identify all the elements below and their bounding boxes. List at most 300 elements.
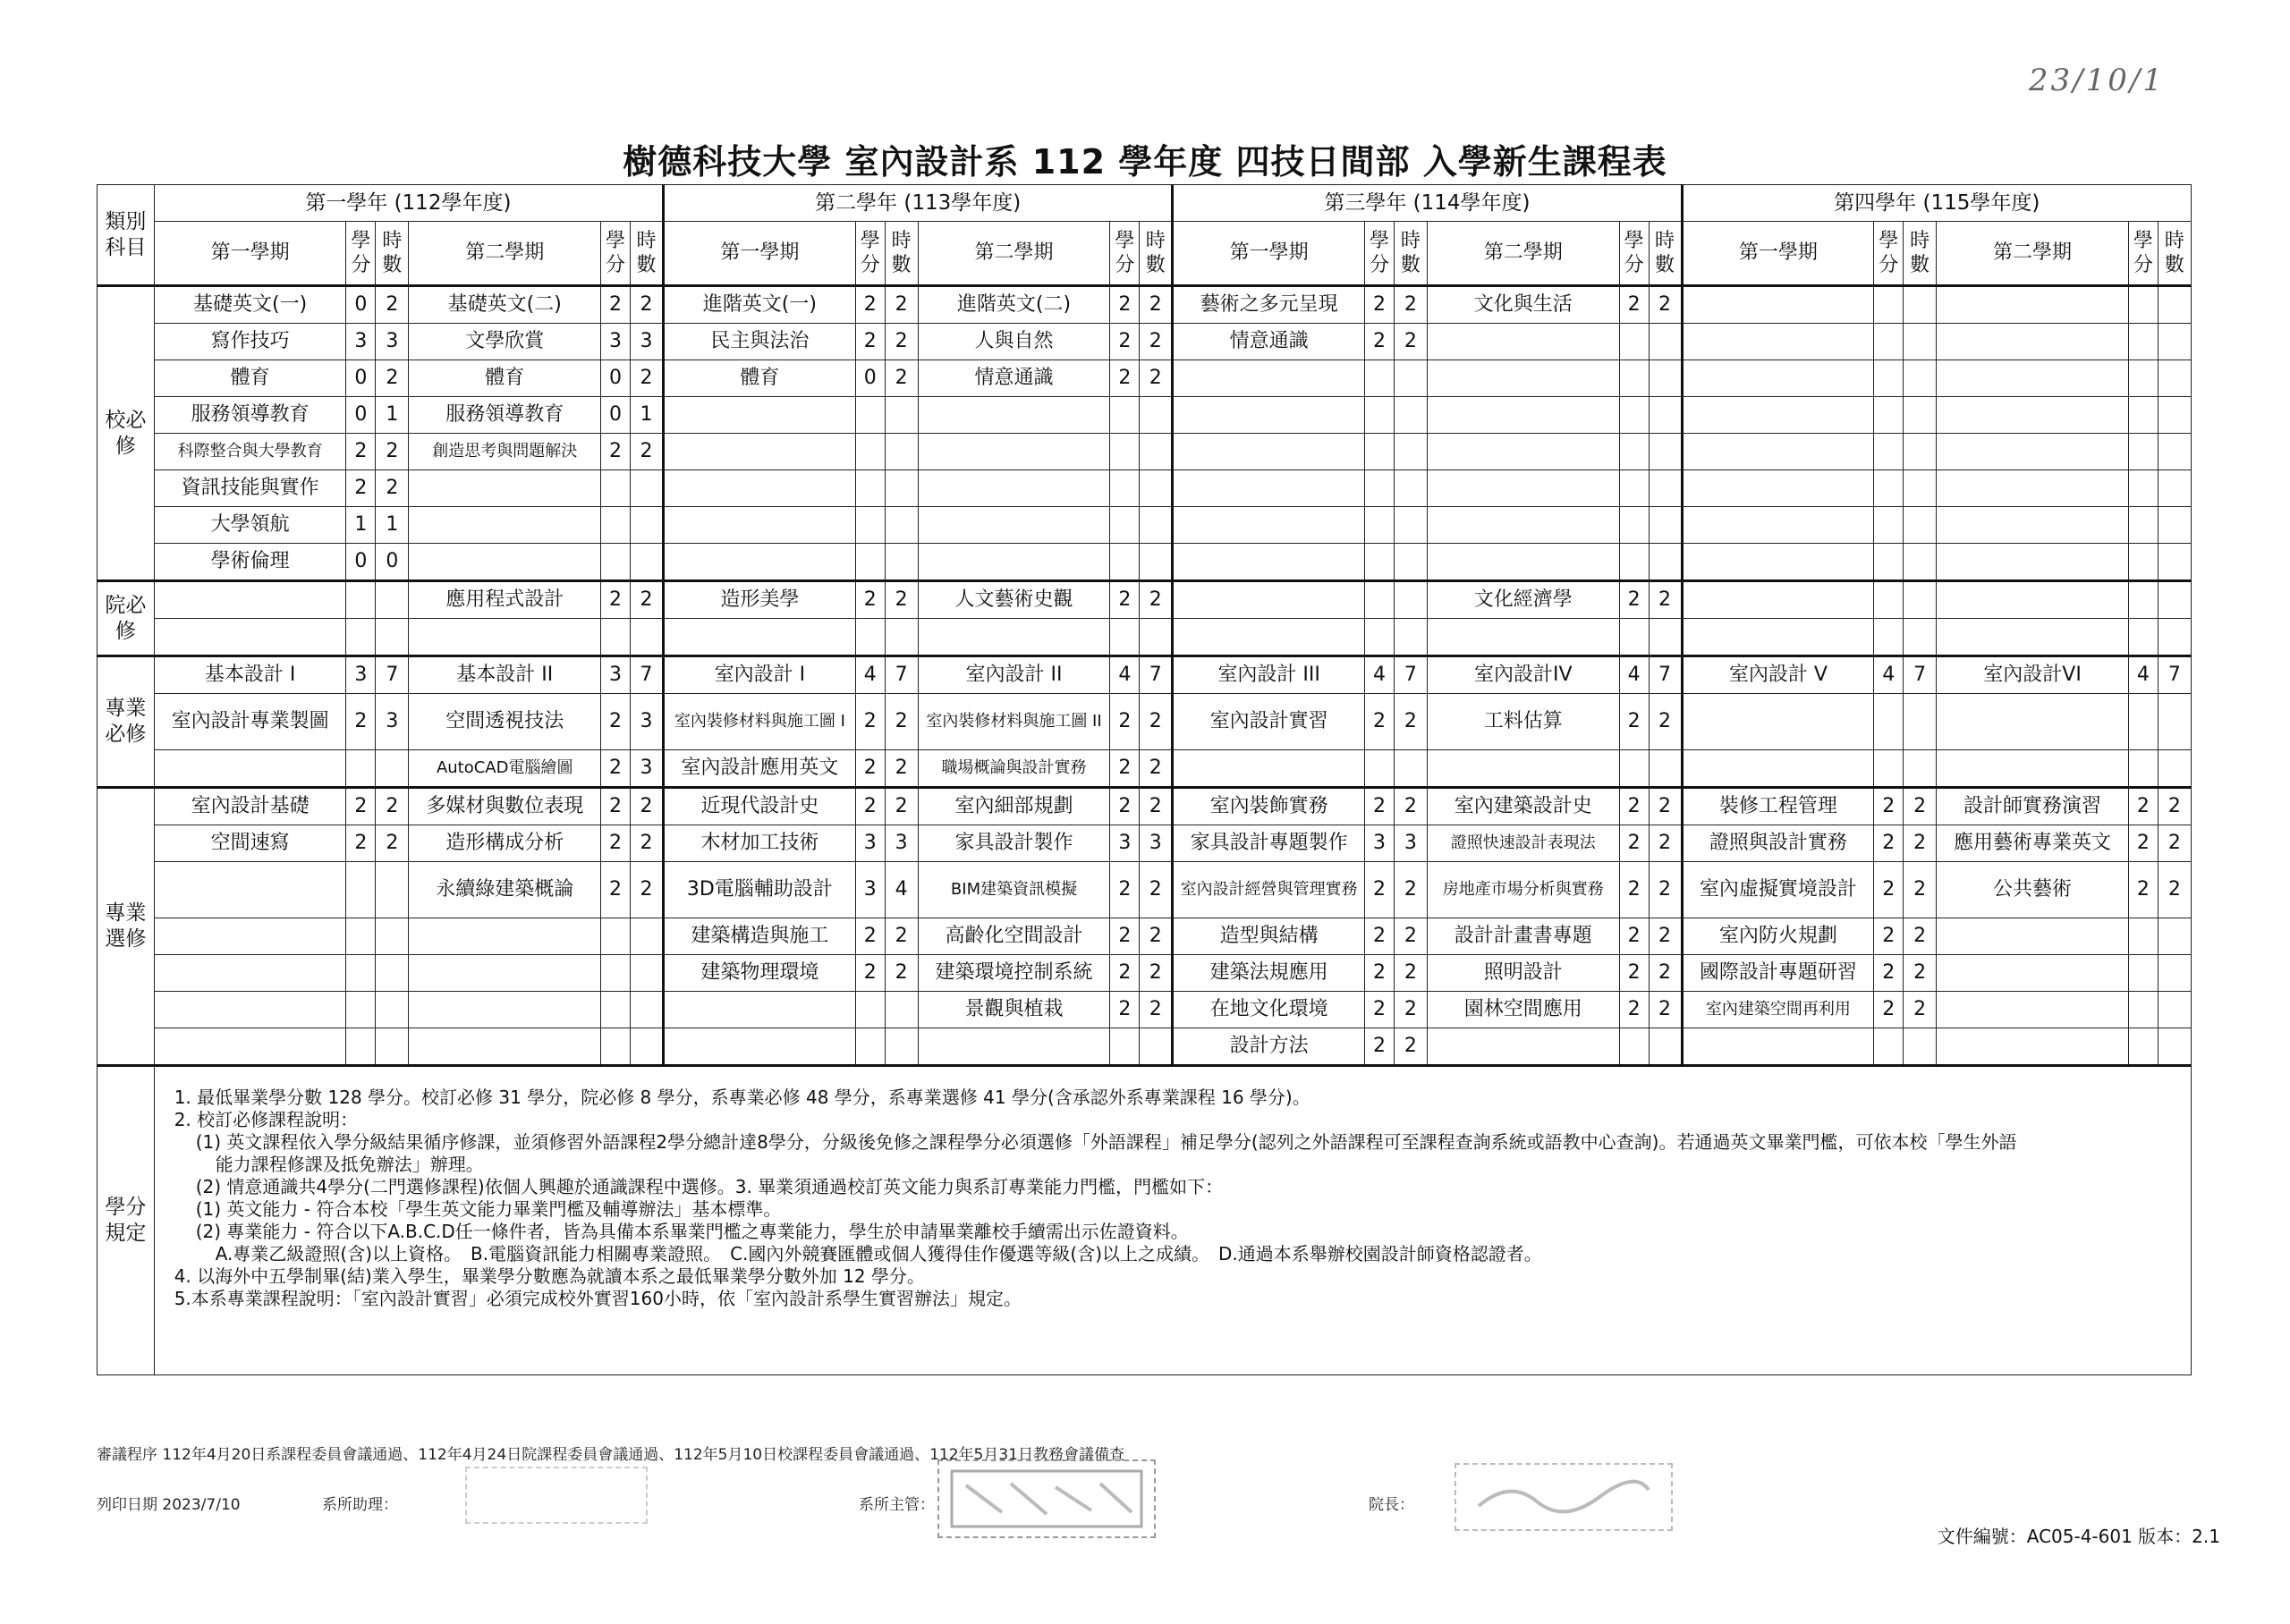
course-name: 室內建築空間再利用 (1682, 992, 1874, 1028)
course-credits: 2 (346, 694, 376, 750)
course-hours (1904, 470, 1937, 507)
course-hours: 2 (1904, 862, 1937, 918)
course-hours: 2 (630, 862, 663, 918)
course-credits (2128, 750, 2158, 788)
course-hours: 2 (376, 825, 409, 862)
course-hours (630, 992, 663, 1028)
course-credits: 2 (1110, 918, 1140, 955)
course-name (1682, 286, 1874, 324)
course-hours (885, 619, 918, 656)
course-name (1682, 581, 1874, 619)
course-name (1173, 544, 1365, 581)
year-2-header: 第二學年 (113學年度) (664, 185, 1173, 222)
course-name: 室內防火規劃 (1682, 918, 1874, 955)
course-credits: 2 (601, 581, 631, 619)
course-credits (1365, 397, 1395, 434)
course-credits (1874, 324, 1904, 360)
course-hours (2158, 470, 2191, 507)
course-name (1682, 694, 1874, 750)
credit-header: 學 分 (2128, 222, 2158, 286)
course-credits (2128, 544, 2158, 581)
course-hours (630, 1028, 663, 1066)
course-hours: 2 (885, 694, 918, 750)
course-hours (630, 544, 663, 581)
course-name: 體育 (154, 360, 346, 397)
course-name (918, 1028, 1110, 1066)
year-4-header: 第四學年 (115學年度) (1682, 185, 2191, 222)
course-hours: 2 (1649, 918, 1682, 955)
course-credits (2128, 619, 2158, 656)
course-name (1937, 1028, 2129, 1066)
course-credits: 2 (1110, 286, 1140, 324)
course-credits (1110, 619, 1140, 656)
course-hours (1394, 434, 1427, 470)
course-name: 木材加工技術 (664, 825, 856, 862)
course-hours (1904, 1028, 1937, 1066)
course-name: 基本設計 I (154, 656, 346, 694)
course-credits: 2 (855, 788, 885, 825)
course-credits: 2 (1365, 955, 1395, 992)
course-row (98, 434, 2192, 470)
course-credits: 2 (1365, 992, 1395, 1028)
course-name (409, 470, 601, 507)
course-credits (2128, 360, 2158, 397)
category-major-req: 專業 必修 (98, 656, 155, 788)
course-name: 應用藝術專業英文 (1937, 825, 2129, 862)
course-name: 室內建築設計史 (1427, 788, 1619, 825)
course-hours: 2 (1140, 581, 1173, 619)
course-name (1173, 434, 1365, 470)
credit-header: 學 分 (601, 222, 631, 286)
course-credits: 2 (855, 581, 885, 619)
course-credits: 2 (1110, 694, 1140, 750)
course-name: 3D電腦輔助設計 (664, 862, 856, 918)
course-credits (601, 955, 631, 992)
course-credits (1874, 694, 1904, 750)
course-hours (1904, 360, 1937, 397)
course-hours: 2 (1649, 694, 1682, 750)
semester-header: 第二學期 (1427, 222, 1619, 286)
credit-header: 學 分 (1365, 222, 1395, 286)
course-credits (346, 581, 376, 619)
course-name (409, 507, 601, 544)
hours-header: 時 數 (1394, 222, 1427, 286)
course-credits (2128, 1028, 2158, 1066)
course-hours (630, 619, 663, 656)
course-hours (2158, 694, 2191, 750)
course-credits: 2 (1874, 918, 1904, 955)
course-hours: 2 (2158, 825, 2191, 862)
course-name: 體育 (409, 360, 601, 397)
course-credits (1365, 581, 1395, 619)
course-name: 造形構成分析 (409, 825, 601, 862)
course-name (1173, 750, 1365, 788)
course-name: 基礎英文(二) (409, 286, 601, 324)
course-credits (1365, 507, 1395, 544)
course-credits: 2 (1874, 862, 1904, 918)
assistant-label: 系所助理： (322, 1496, 398, 1514)
course-hours (1394, 581, 1427, 619)
course-credits: 2 (601, 788, 631, 825)
course-credits: 2 (346, 788, 376, 825)
course-name (1682, 324, 1874, 360)
course-credits: 2 (2128, 788, 2158, 825)
course-name: 工料估算 (1427, 694, 1619, 750)
course-row (98, 619, 2192, 656)
course-hours: 2 (1904, 918, 1937, 955)
course-hours (1140, 619, 1173, 656)
course-row (98, 324, 2192, 360)
course-hours (1649, 507, 1682, 544)
course-name (154, 992, 346, 1028)
course-row (98, 862, 2192, 918)
course-hours (1394, 397, 1427, 434)
course-name: 體育 (664, 360, 856, 397)
course-hours: 2 (2158, 788, 2191, 825)
course-name (1427, 324, 1619, 360)
course-hours (1140, 507, 1173, 544)
course-credits: 2 (601, 434, 631, 470)
course-name (1427, 360, 1619, 397)
course-row (98, 955, 2192, 992)
course-name (1427, 544, 1619, 581)
note-line: 2. 校訂必修課程說明： (174, 1109, 359, 1130)
course-credits (1874, 507, 1904, 544)
course-hours (1140, 434, 1173, 470)
course-credits: 2 (1619, 918, 1649, 955)
hours-header: 時 數 (885, 222, 918, 286)
course-credits: 2 (1619, 788, 1649, 825)
course-hours (1649, 397, 1682, 434)
course-name (154, 918, 346, 955)
course-credits: 2 (346, 825, 376, 862)
course-name: 創造思考與問題解決 (409, 434, 601, 470)
course-name: 室內設計 III (1173, 656, 1365, 694)
course-name (664, 1028, 856, 1066)
course-row (98, 470, 2192, 507)
course-name (1427, 397, 1619, 434)
course-credits: 2 (1365, 1028, 1395, 1066)
course-credits (855, 992, 885, 1028)
course-name: 多媒材與數位表現 (409, 788, 601, 825)
course-credits (1619, 750, 1649, 788)
course-name (409, 918, 601, 955)
course-hours: 7 (1904, 656, 1937, 694)
course-hours: 2 (885, 955, 918, 992)
course-credits: 2 (1110, 992, 1140, 1028)
course-credits: 2 (601, 694, 631, 750)
course-credits: 4 (1110, 656, 1140, 694)
course-hours (885, 1028, 918, 1066)
course-hours (1140, 544, 1173, 581)
course-name: 學術倫理 (154, 544, 346, 581)
credit-header: 學 分 (1874, 222, 1904, 286)
course-name: 人與自然 (918, 324, 1110, 360)
course-credits: 0 (855, 360, 885, 397)
course-credits (855, 434, 885, 470)
course-hours (630, 955, 663, 992)
course-hours: 7 (630, 656, 663, 694)
course-hours: 2 (1140, 918, 1173, 955)
course-credits (1874, 544, 1904, 581)
course-credits (346, 955, 376, 992)
course-name: 室內裝飾實務 (1173, 788, 1365, 825)
course-name (1682, 470, 1874, 507)
course-credits (1110, 434, 1140, 470)
course-hours (2158, 360, 2191, 397)
course-hours: 2 (1649, 862, 1682, 918)
course-hours (1904, 397, 1937, 434)
semester-header: 第一學期 (154, 222, 346, 286)
course-credits: 3 (855, 862, 885, 918)
course-name: 國際設計專題研習 (1682, 955, 1874, 992)
course-hours (376, 750, 409, 788)
course-hours: 1 (630, 397, 663, 434)
course-hours (376, 619, 409, 656)
course-hours: 2 (376, 434, 409, 470)
course-hours: 3 (630, 750, 663, 788)
course-name (409, 992, 601, 1028)
hours-header: 時 數 (2158, 222, 2191, 286)
course-name: 室內設計 V (1682, 656, 1874, 694)
course-credits: 2 (1619, 955, 1649, 992)
course-hours: 7 (1140, 656, 1173, 694)
course-credits: 2 (1110, 750, 1140, 788)
course-name: 高齡化空間設計 (918, 918, 1110, 955)
course-name: 室內設計經營與管理實務 (1173, 862, 1365, 918)
course-row (98, 1028, 2192, 1066)
course-hours: 2 (1140, 360, 1173, 397)
course-credits (346, 992, 376, 1028)
course-hours: 2 (1140, 750, 1173, 788)
course-credits (346, 862, 376, 918)
course-credits (1874, 397, 1904, 434)
course-credits: 2 (1110, 360, 1140, 397)
course-credits: 0 (346, 360, 376, 397)
course-credits (1619, 434, 1649, 470)
course-name: 室內細部規劃 (918, 788, 1110, 825)
course-credits: 2 (1365, 286, 1395, 324)
course-credits (601, 470, 631, 507)
course-credits (1874, 1028, 1904, 1066)
course-name: 園林空間應用 (1427, 992, 1619, 1028)
course-hours (630, 918, 663, 955)
course-credits (1619, 470, 1649, 507)
course-hours: 3 (376, 694, 409, 750)
course-hours: 2 (1140, 992, 1173, 1028)
dean-label: 院長： (1369, 1496, 1414, 1514)
course-hours: 2 (1394, 862, 1427, 918)
course-name (1937, 507, 2129, 544)
course-name: 建築構造與施工 (664, 918, 856, 955)
course-credits: 4 (1365, 656, 1395, 694)
curriculum-table (97, 184, 2192, 1375)
course-hours (885, 507, 918, 544)
course-credits (601, 1028, 631, 1066)
course-name: 科際整合與大學教育 (154, 434, 346, 470)
course-hours: 2 (376, 470, 409, 507)
course-hours (2158, 507, 2191, 544)
course-name: 文學欣賞 (409, 324, 601, 360)
course-hours: 7 (2158, 656, 2191, 694)
course-credits: 2 (2128, 862, 2158, 918)
course-credits: 2 (346, 434, 376, 470)
course-name: 建築物理環境 (664, 955, 856, 992)
credit-header: 學 分 (1619, 222, 1649, 286)
course-credits (601, 544, 631, 581)
course-name (154, 750, 346, 788)
course-name: 大學領航 (154, 507, 346, 544)
course-name: 景觀與植栽 (918, 992, 1110, 1028)
course-row (98, 286, 2192, 324)
course-name: 文化經濟學 (1427, 581, 1619, 619)
course-name (154, 862, 346, 918)
course-hours (1394, 360, 1427, 397)
course-name (409, 544, 601, 581)
course-name (918, 397, 1110, 434)
assistant-signature (465, 1467, 648, 1524)
category-major-elec: 專業 選修 (98, 788, 155, 1066)
course-credits: 2 (1619, 286, 1649, 324)
credit-rules-notes (154, 1066, 2191, 1375)
course-credits (1365, 360, 1395, 397)
course-hours (2158, 581, 2191, 619)
course-hours (1904, 581, 1937, 619)
course-name (1937, 360, 2129, 397)
course-hours (1394, 507, 1427, 544)
course-name (664, 470, 856, 507)
course-credits: 2 (1619, 581, 1649, 619)
course-credits: 2 (855, 286, 885, 324)
course-name: 室內設計專業製圖 (154, 694, 346, 750)
course-name: 應用程式設計 (409, 581, 601, 619)
course-credits: 2 (1874, 992, 1904, 1028)
course-credits (346, 619, 376, 656)
course-credits: 0 (346, 286, 376, 324)
course-credits (2128, 918, 2158, 955)
course-credits (855, 1028, 885, 1066)
category-college: 院必 修 (98, 581, 155, 656)
page-title: 樹德科技大學 室內設計系 112 學年度 四技日間部 入學新生課程表 (623, 142, 1667, 182)
course-hours (885, 544, 918, 581)
course-name: 室內設計實習 (1173, 694, 1365, 750)
corner-header: 類別 科目 (98, 185, 155, 286)
course-credits (2128, 507, 2158, 544)
hours-header: 時 數 (1904, 222, 1937, 286)
course-name: 室內設計 II (918, 656, 1110, 694)
course-row (98, 397, 2192, 434)
course-name (409, 1028, 601, 1066)
course-name (1427, 470, 1619, 507)
course-credits (601, 619, 631, 656)
course-credits: 2 (1110, 955, 1140, 992)
course-credits (2128, 992, 2158, 1028)
course-name (1173, 470, 1365, 507)
course-name: 基本設計 II (409, 656, 601, 694)
course-hours (1904, 544, 1937, 581)
course-credits: 2 (1874, 788, 1904, 825)
course-credits (855, 470, 885, 507)
course-credits (1365, 470, 1395, 507)
course-hours (1904, 324, 1937, 360)
course-credits (601, 918, 631, 955)
course-name: 在地文化環境 (1173, 992, 1365, 1028)
course-name: 造型與結構 (1173, 918, 1365, 955)
course-credits (2128, 286, 2158, 324)
course-hours (1140, 470, 1173, 507)
course-hours (2158, 619, 2191, 656)
course-name (1427, 619, 1619, 656)
course-hours: 2 (885, 750, 918, 788)
course-name: 證照與設計實務 (1682, 825, 1874, 862)
course-credits: 2 (1110, 581, 1140, 619)
course-hours (1140, 1028, 1173, 1066)
course-hours: 2 (1649, 581, 1682, 619)
course-hours (2158, 918, 2191, 955)
course-credits (346, 1028, 376, 1066)
course-credits (1874, 286, 1904, 324)
course-credits (1874, 434, 1904, 470)
course-hours: 2 (2158, 862, 2191, 918)
course-hours: 2 (1140, 955, 1173, 992)
course-credits (601, 992, 631, 1028)
course-credits: 2 (601, 286, 631, 324)
course-name (1937, 918, 2129, 955)
course-credits: 2 (1619, 825, 1649, 862)
course-name: 服務領導教育 (154, 397, 346, 434)
course-credits (1110, 507, 1140, 544)
document-number: 文件編號：AC05-4-601 版本：2.1 (1937, 1526, 2220, 1547)
course-credits: 1 (346, 507, 376, 544)
course-name: 室內設計基礎 (154, 788, 346, 825)
course-hours: 3 (885, 825, 918, 862)
course-credits: 4 (2128, 656, 2158, 694)
course-hours (1649, 360, 1682, 397)
course-credits: 2 (1619, 992, 1649, 1028)
course-name (918, 544, 1110, 581)
course-credits: 3 (346, 656, 376, 694)
course-hours: 2 (1904, 992, 1937, 1028)
course-credits (855, 619, 885, 656)
course-name (1937, 581, 2129, 619)
course-name (1937, 434, 2129, 470)
credit-header: 學 分 (855, 222, 885, 286)
course-credits: 2 (1365, 324, 1395, 360)
course-hours: 2 (885, 360, 918, 397)
course-hours (376, 862, 409, 918)
course-credits: 3 (601, 324, 631, 360)
course-hours: 4 (885, 862, 918, 918)
course-hours: 2 (1394, 955, 1427, 992)
course-row (98, 581, 2192, 619)
course-credits (1874, 750, 1904, 788)
category-school: 校必 修 (98, 286, 155, 581)
course-credits (855, 507, 885, 544)
course-hours: 2 (1649, 992, 1682, 1028)
category-credit-rules: 學分 規定 (98, 1066, 155, 1375)
course-hours: 2 (630, 286, 663, 324)
course-name (1682, 507, 1874, 544)
course-name: 公共藝術 (1937, 862, 2129, 918)
semester-header: 第一學期 (1173, 222, 1365, 286)
course-credits (346, 750, 376, 788)
course-row (98, 694, 2192, 750)
course-hours (2158, 434, 2191, 470)
course-hours: 3 (376, 324, 409, 360)
course-credits: 2 (601, 750, 631, 788)
course-hours: 2 (376, 360, 409, 397)
course-name (918, 507, 1110, 544)
